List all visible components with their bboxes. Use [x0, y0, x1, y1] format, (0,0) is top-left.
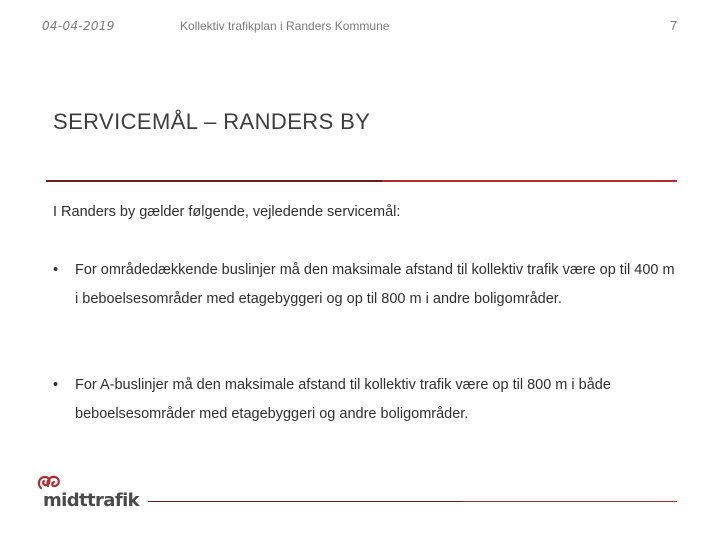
bullet-dot: • — [53, 262, 59, 278]
header-title: Kollektiv trafikplan i Randers Kommune — [180, 19, 390, 33]
footer-divider-red-segment — [463, 501, 677, 502]
title-divider — [46, 180, 677, 182]
header-date: 04-04-2019 — [42, 19, 115, 33]
footer-divider — [148, 501, 677, 502]
bullet-dot: • — [53, 377, 59, 393]
midttrafik-logo — [33, 474, 143, 514]
page-number: 7 — [670, 18, 678, 33]
logo-wordmark: midttrafik — [43, 490, 140, 511]
title-divider-dark-segment — [46, 180, 382, 182]
intro-text: I Randers by gælder følgende, vejledende servicemål: — [53, 204, 401, 220]
bullet-text: For A-buslinjer må den maksimale afstand til kollektiv trafik være op til 800 m i både beboelsesområder med etagebyggeri og andre boligområder. — [75, 377, 611, 422]
footer-divider-dark-segment — [148, 501, 463, 502]
title-divider-red-segment — [382, 180, 677, 182]
slide-title: SERVICEMÅL – RANDERS BY — [53, 109, 371, 134]
bullet-text: For områdedækkende buslinjer må den maksimale afstand til kollektiv trafik være op til 400 m i beboelsesområder med etagebyggeri og op til 800 m i andre boligområder. — [75, 262, 675, 307]
